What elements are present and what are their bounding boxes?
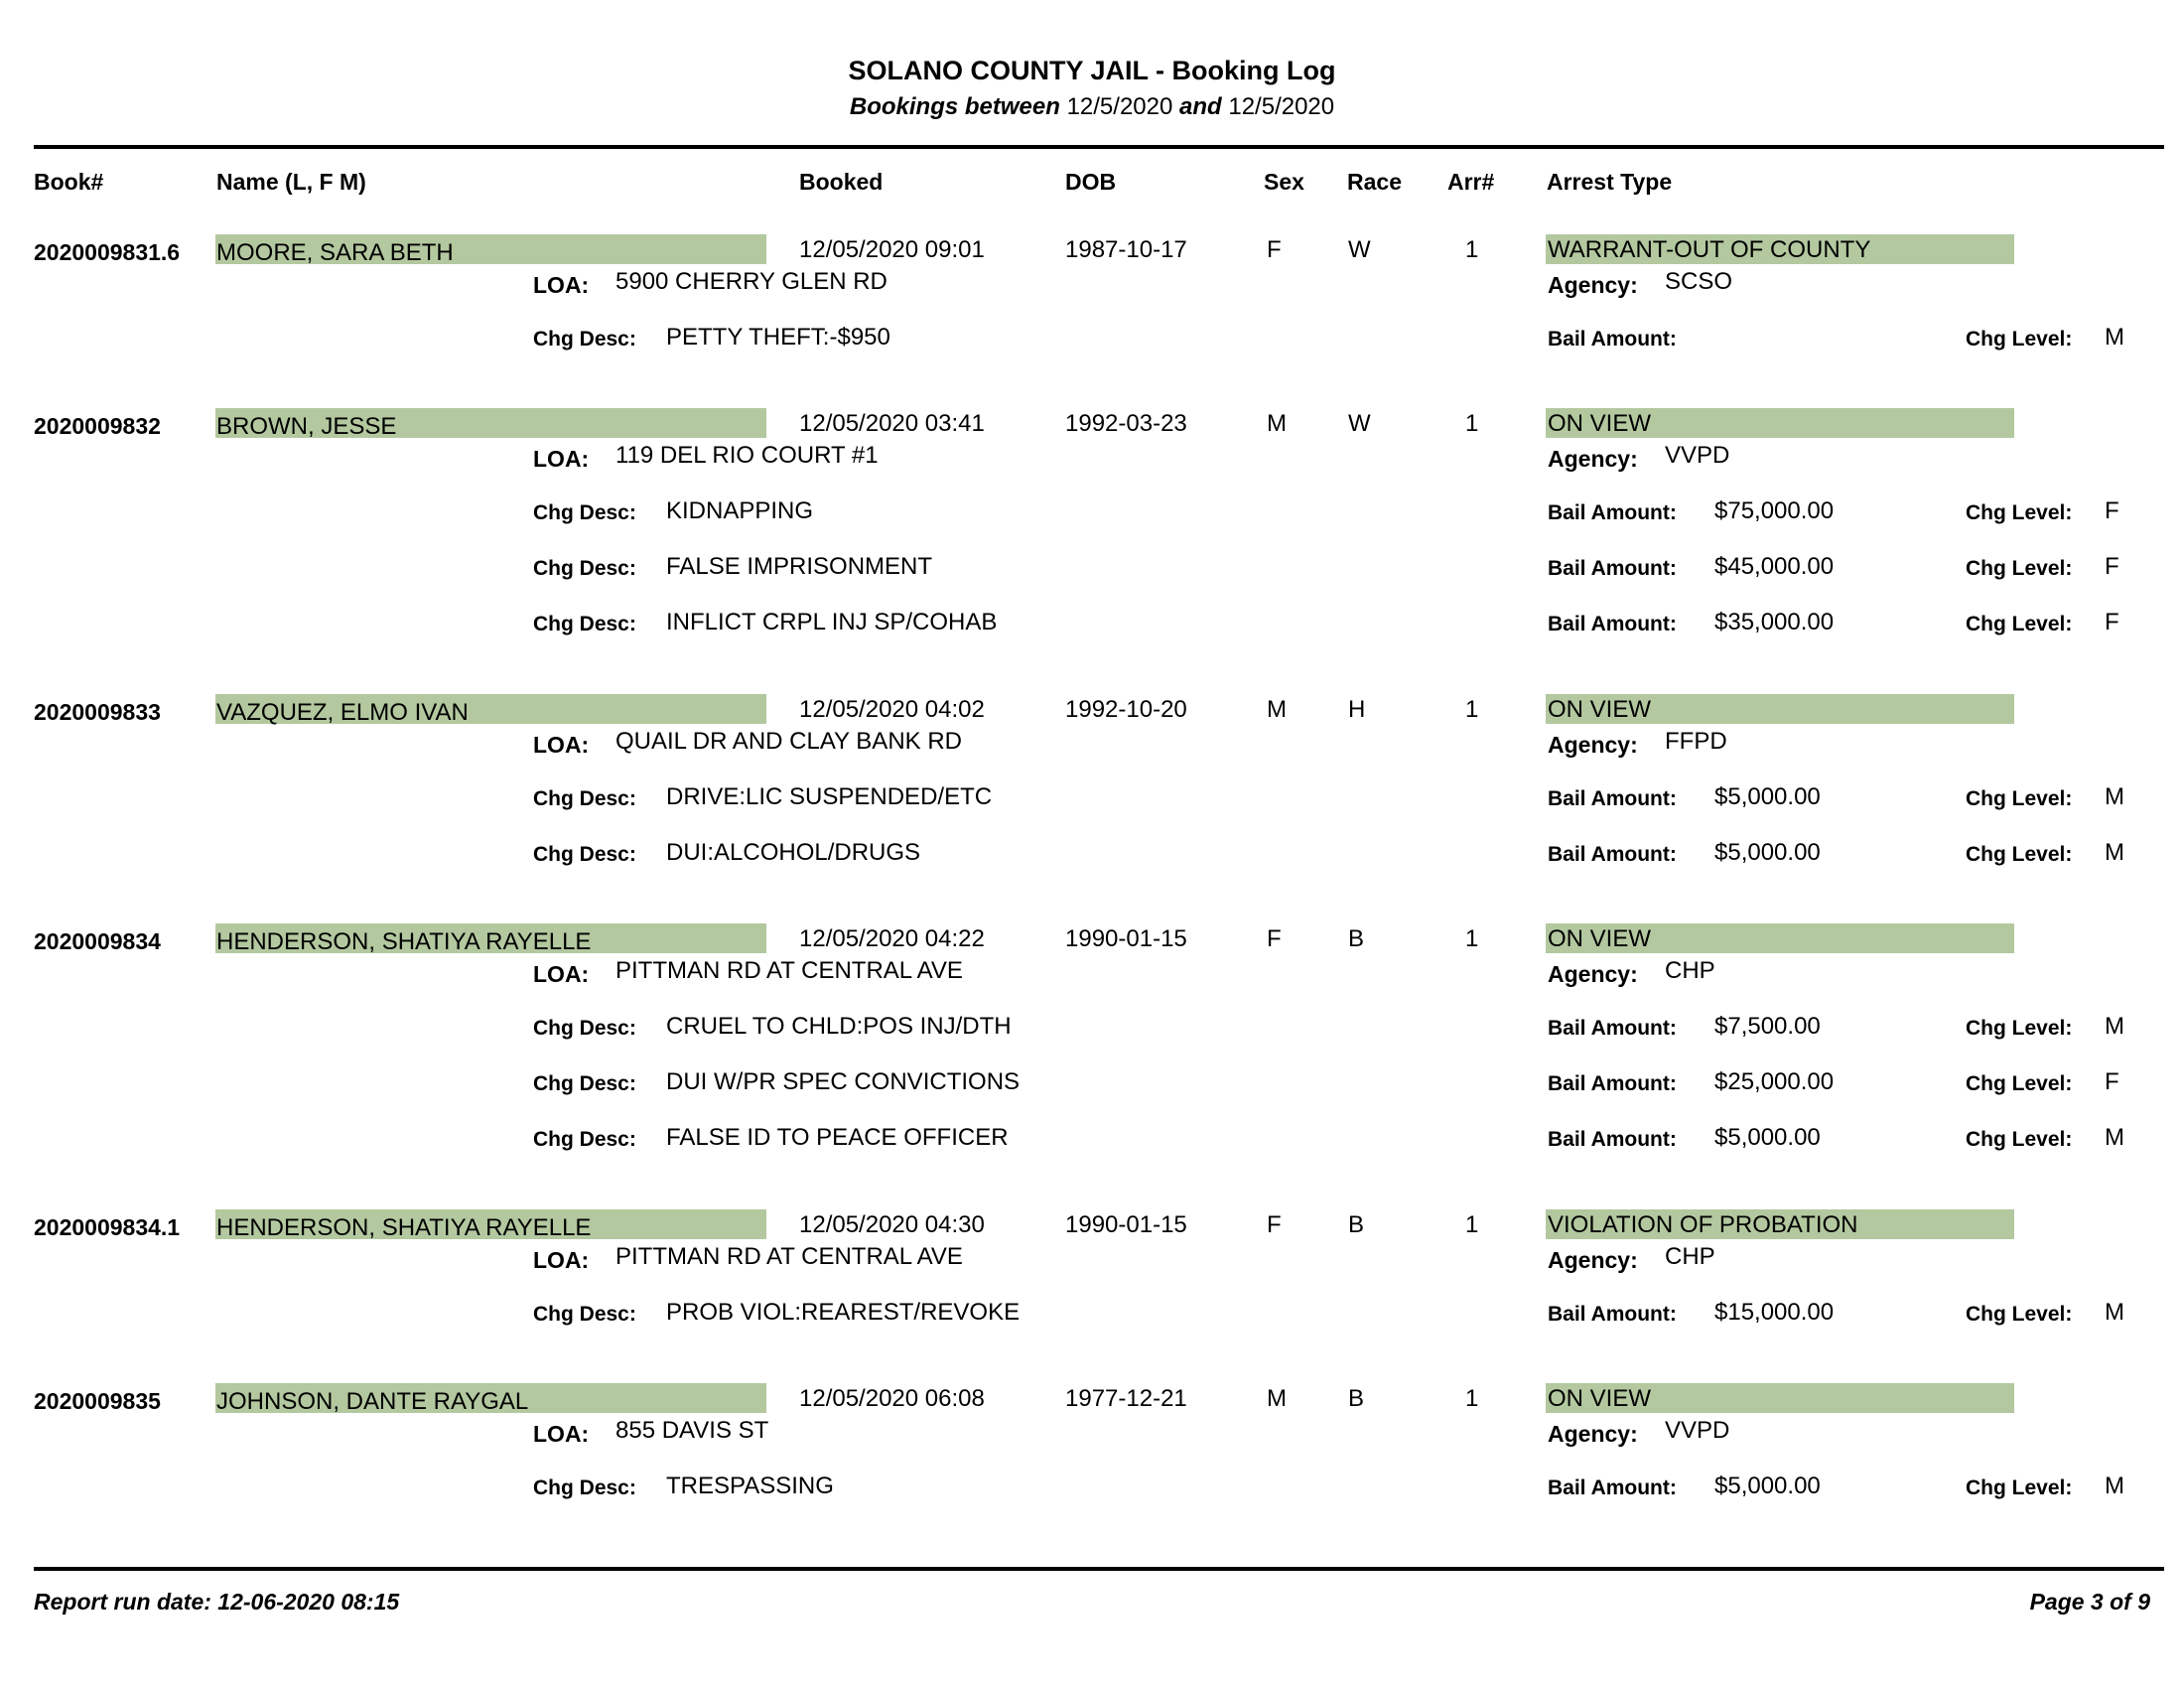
bail-amount-label: Bail Amount:: [1548, 557, 1677, 580]
charge-level-value: M: [2105, 1299, 2124, 1326]
chg-level-label: Chg Level:: [1966, 1303, 2073, 1326]
charge-level-value: F: [2105, 497, 2119, 524]
arrest-number: 1: [1465, 236, 1479, 263]
date-of-birth: 1990-01-15: [1065, 1211, 1187, 1238]
chg-desc-label: Chg Desc:: [533, 1303, 636, 1326]
inmate-name: HENDERSON, SHATIYA RAYELLE: [216, 1214, 592, 1241]
agency-value: VVPD: [1665, 442, 1730, 469]
bail-amount-label: Bail Amount:: [1548, 1477, 1677, 1499]
charge-level-value: M: [2105, 324, 2124, 351]
bail-amount-value: $5,000.00: [1714, 1473, 1821, 1499]
charge-level-value: F: [2105, 1068, 2119, 1095]
charge-description: PROB VIOL:REAREST/REVOKE: [666, 1299, 1021, 1326]
date-of-birth: 1992-10-20: [1065, 696, 1187, 723]
bail-amount-label: Bail Amount:: [1548, 501, 1677, 524]
arrest-type: VIOLATION OF PROBATION: [1548, 1211, 1858, 1238]
loa-label: LOA:: [533, 272, 590, 298]
charge-description: KIDNAPPING: [666, 497, 814, 524]
agency-label: Agency:: [1548, 732, 1638, 758]
agency-value: CHP: [1665, 1243, 1715, 1270]
charge-level-value: F: [2105, 553, 2119, 580]
col-header-arrest-type: Arrest Type: [1547, 169, 1673, 195]
bail-amount-label: Bail Amount:: [1548, 843, 1677, 866]
loa-label: LOA:: [533, 732, 590, 758]
arrest-type: ON VIEW: [1548, 925, 1652, 952]
loa-value: QUAIL DR AND CLAY BANK RD: [615, 728, 962, 755]
col-header-sex: Sex: [1264, 169, 1304, 195]
loa-label: LOA:: [533, 961, 590, 987]
book-number: 2020009833: [34, 699, 161, 725]
col-header-booked: Booked: [799, 169, 884, 195]
booked-datetime: 12/05/2020 04:22: [799, 925, 985, 952]
charge-description: PETTY THEFT:-$950: [666, 324, 890, 351]
bail-amount-value: $7,500.00: [1714, 1013, 1821, 1040]
loa-value: 119 DEL RIO COURT #1: [615, 442, 879, 469]
agency-label: Agency:: [1548, 1421, 1638, 1447]
charge-description: CRUEL TO CHLD:POS INJ/DTH: [666, 1013, 1012, 1040]
charge-level-value: F: [2105, 609, 2119, 635]
bail-amount-value: $15,000.00: [1714, 1299, 1835, 1326]
sex: F: [1267, 236, 1282, 263]
inmate-name: MOORE, SARA BETH: [216, 239, 454, 266]
bail-amount-value: $45,000.00: [1714, 553, 1835, 580]
bail-amount-value: $5,000.00: [1714, 839, 1821, 866]
arrest-number: 1: [1465, 696, 1479, 723]
chg-level-label: Chg Level:: [1966, 1017, 2073, 1040]
loa-label: LOA:: [533, 446, 590, 472]
arrest-number: 1: [1465, 1385, 1479, 1412]
booked-datetime: 12/05/2020 04:30: [799, 1211, 985, 1238]
charge-level-value: M: [2105, 839, 2124, 866]
chg-level-label: Chg Level:: [1966, 1072, 2073, 1095]
arrest-number: 1: [1465, 925, 1479, 952]
sex: M: [1267, 410, 1287, 437]
charge-description: FALSE IMPRISONMENT: [666, 553, 933, 580]
loa-label: LOA:: [533, 1247, 590, 1273]
chg-level-label: Chg Level:: [1966, 787, 2073, 810]
agency-value: VVPD: [1665, 1417, 1730, 1444]
date-of-birth: 1977-12-21: [1065, 1385, 1187, 1412]
header-rule: [34, 145, 2164, 149]
charge-description: TRESPASSING: [666, 1473, 834, 1499]
booked-datetime: 12/05/2020 04:02: [799, 696, 985, 723]
chg-desc-label: Chg Desc:: [533, 1072, 636, 1095]
bail-amount-label: Bail Amount:: [1548, 613, 1677, 635]
race: W: [1348, 410, 1371, 437]
col-header-dob: DOB: [1065, 169, 1117, 195]
inmate-name: JOHNSON, DANTE RAYGAL: [216, 1388, 529, 1415]
race: B: [1348, 1385, 1365, 1412]
charge-level-value: M: [2105, 1473, 2124, 1499]
charge-description: DUI W/PR SPEC CONVICTIONS: [666, 1068, 1021, 1095]
chg-desc-label: Chg Desc:: [533, 328, 636, 351]
loa-value: PITTMAN RD AT CENTRAL AVE: [615, 1243, 963, 1270]
charge-description: FALSE ID TO PEACE OFFICER: [666, 1124, 1009, 1151]
booked-datetime: 12/05/2020 09:01: [799, 236, 985, 263]
date-of-birth: 1987-10-17: [1065, 236, 1187, 263]
loa-value: 855 DAVIS ST: [615, 1417, 769, 1444]
race: B: [1348, 1211, 1365, 1238]
arrest-type: ON VIEW: [1548, 696, 1652, 723]
sex: F: [1267, 925, 1282, 952]
race: B: [1348, 925, 1365, 952]
chg-desc-label: Chg Desc:: [533, 557, 636, 580]
chg-desc-label: Chg Desc:: [533, 787, 636, 810]
chg-desc-label: Chg Desc:: [533, 1017, 636, 1040]
book-number: 2020009835: [34, 1388, 161, 1414]
bail-amount-value: $75,000.00: [1714, 497, 1835, 524]
bail-amount-value: $35,000.00: [1714, 609, 1835, 635]
footer-rule: [34, 1567, 2164, 1571]
bail-amount-value: $5,000.00: [1714, 783, 1821, 810]
subtitle-and: and: [1179, 93, 1222, 120]
bail-amount-label: Bail Amount:: [1548, 1303, 1677, 1326]
agency-value: FFPD: [1665, 728, 1727, 755]
col-header-name: Name (L, F M): [216, 169, 366, 195]
date-from: 12/5/2020: [1066, 93, 1173, 120]
charge-description: DRIVE:LIC SUSPENDED/ETC: [666, 783, 993, 810]
bail-amount-value: $25,000.00: [1714, 1068, 1835, 1095]
charge-description: DUI:ALCOHOL/DRUGS: [666, 839, 921, 866]
sex: M: [1267, 696, 1287, 723]
booked-datetime: 12/05/2020 03:41: [799, 410, 985, 437]
agency-label: Agency:: [1548, 272, 1638, 298]
race: H: [1348, 696, 1366, 723]
page-number: Page 3 of 9: [2029, 1589, 2150, 1615]
chg-desc-label: Chg Desc:: [533, 613, 636, 635]
report-run-date: Report run date: 12-06-2020 08:15: [34, 1589, 400, 1615]
sex: M: [1267, 1385, 1287, 1412]
chg-desc-label: Chg Desc:: [533, 501, 636, 524]
bail-amount-label: Bail Amount:: [1548, 787, 1677, 810]
book-number: 2020009834: [34, 928, 161, 954]
book-number: 2020009834.1: [34, 1214, 181, 1240]
arrest-number: 1: [1465, 410, 1479, 437]
report-title: SOLANO COUNTY JAIL - Booking Log: [848, 56, 1336, 85]
agency-label: Agency:: [1548, 446, 1638, 472]
inmate-name: BROWN, JESSE: [216, 413, 397, 440]
arrest-number: 1: [1465, 1211, 1479, 1238]
col-header-race: Race: [1347, 169, 1402, 195]
charge-description: INFLICT CRPL INJ SP/COHAB: [666, 609, 998, 635]
charge-level-value: M: [2105, 783, 2124, 810]
bail-amount-label: Bail Amount:: [1548, 328, 1677, 351]
chg-level-label: Chg Level:: [1966, 843, 2073, 866]
book-number: 2020009832: [34, 413, 161, 439]
agency-label: Agency:: [1548, 961, 1638, 987]
loa-label: LOA:: [533, 1421, 590, 1447]
bail-amount-value: $5,000.00: [1714, 1124, 1821, 1151]
chg-desc-label: Chg Desc:: [533, 1477, 636, 1499]
bail-amount-label: Bail Amount:: [1548, 1128, 1677, 1151]
chg-level-label: Chg Level:: [1966, 1128, 2073, 1151]
loa-value: 5900 CHERRY GLEN RD: [615, 268, 887, 295]
agency-label: Agency:: [1548, 1247, 1638, 1273]
arrest-type: ON VIEW: [1548, 1385, 1652, 1412]
loa-value: PITTMAN RD AT CENTRAL AVE: [615, 957, 963, 984]
bail-amount-label: Bail Amount:: [1548, 1017, 1677, 1040]
subtitle-prefix: Bookings between: [849, 93, 1060, 120]
charge-level-value: M: [2105, 1124, 2124, 1151]
booked-datetime: 12/05/2020 06:08: [799, 1385, 985, 1412]
bail-amount-label: Bail Amount:: [1548, 1072, 1677, 1095]
col-header-book: Book#: [34, 169, 104, 195]
date-of-birth: 1990-01-15: [1065, 925, 1187, 952]
agency-value: SCSO: [1665, 268, 1733, 295]
race: W: [1348, 236, 1371, 263]
agency-value: CHP: [1665, 957, 1715, 984]
chg-level-label: Chg Level:: [1966, 557, 2073, 580]
book-number: 2020009831.6: [34, 239, 181, 265]
charge-level-value: M: [2105, 1013, 2124, 1040]
chg-level-label: Chg Level:: [1966, 328, 2073, 351]
arrest-type: WARRANT-OUT OF COUNTY: [1548, 236, 1871, 263]
report-subtitle: [0, 93, 2184, 121]
date-of-birth: 1992-03-23: [1065, 410, 1187, 437]
chg-desc-label: Chg Desc:: [533, 843, 636, 866]
chg-level-label: Chg Level:: [1966, 1477, 2073, 1499]
chg-level-label: Chg Level:: [1966, 501, 2073, 524]
sex: F: [1267, 1211, 1282, 1238]
chg-level-label: Chg Level:: [1966, 613, 2073, 635]
col-header-arr: Arr#: [1447, 169, 1495, 195]
arrest-type: ON VIEW: [1548, 410, 1652, 437]
date-to: 12/5/2020: [1228, 93, 1335, 120]
inmate-name: HENDERSON, SHATIYA RAYELLE: [216, 928, 592, 955]
inmate-name: VAZQUEZ, ELMO IVAN: [216, 699, 469, 726]
chg-desc-label: Chg Desc:: [533, 1128, 636, 1151]
